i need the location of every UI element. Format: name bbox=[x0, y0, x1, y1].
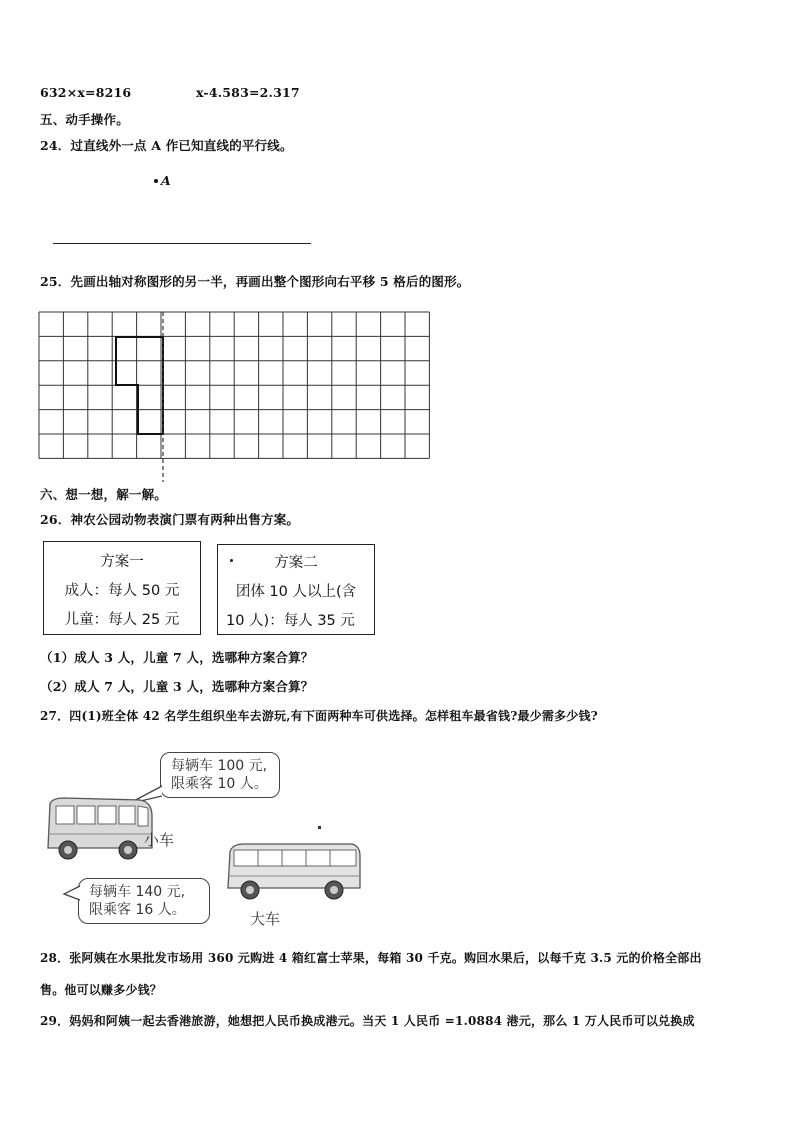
big-bus-capacity: 限乘客 16 人。 bbox=[89, 902, 186, 918]
question-28-line-1: 28．张阿姨在水果批发市场用 360 元购进 4 箱红富士苹果，每箱 30 千克。购回水果后，以每千克 3.5 元的价格全部出 bbox=[40, 951, 702, 965]
question-26: 26．神农公园动物表演门票有两种出售方案。 bbox=[40, 512, 300, 527]
question-29-line-1: 29．妈妈和阿姨一起去香港旅游，她想把人民币换成港元。当天 1 人民币 =1.0884 港元，那么 1 万人民币可以兑换成 bbox=[40, 1014, 695, 1028]
big-bus-price-bubble bbox=[78, 878, 210, 924]
small-car-price: 每辆车 100 元, bbox=[171, 758, 268, 774]
plan-2-line-2: 10 人)：每人 35 元 bbox=[226, 613, 355, 629]
question-24: 24．过直线外一点 A 作已知直线的平行线。 bbox=[40, 138, 293, 153]
equation-1: 632×x=8216 bbox=[40, 85, 132, 100]
question-26-sub-1: （1）成人 3 人，儿童 7 人，选哪种方案合算？ bbox=[40, 650, 314, 665]
small-car-image bbox=[42, 796, 157, 864]
stray-mark bbox=[318, 826, 321, 829]
question-27: 27．四(1)班全体 42 名学生组织坐车去游玩,有下面两种车可供选择。怎样租车最省钱?最少需多少钱? bbox=[40, 709, 598, 723]
point-a-label: A bbox=[161, 173, 171, 188]
small-car-label: 小车 bbox=[144, 831, 175, 849]
question-25: 25．先画出轴对称图形的另一半，再画出整个图形向右平移 5 格后的图形。 bbox=[40, 274, 470, 289]
plan-1-adult: 成人：每人 50 元 bbox=[64, 583, 180, 599]
section-6-heading: 六、想一想，解一解。 bbox=[40, 487, 168, 502]
given-line bbox=[53, 243, 311, 244]
small-car-capacity: 限乘客 10 人。 bbox=[171, 776, 268, 792]
point-a-dot bbox=[154, 179, 158, 183]
grid-figure bbox=[38, 310, 436, 485]
question-26-sub-2: （2）成人 7 人，儿童 3 人，选哪种方案合算？ bbox=[40, 679, 314, 694]
plan-1-child: 儿童：每人 25 元 bbox=[64, 612, 180, 628]
plan-2-box bbox=[217, 544, 375, 635]
plan-2-line-1: 团体 10 人以上(含 bbox=[235, 584, 357, 600]
equation-2: x-4.583=2.317 bbox=[196, 85, 300, 100]
plan-1-box bbox=[43, 541, 201, 635]
big-bus-image bbox=[224, 840, 364, 902]
section-5-heading: 五、动手操作。 bbox=[40, 112, 129, 127]
big-bubble-tail bbox=[60, 880, 84, 910]
big-bus-price: 每辆车 140 元, bbox=[89, 884, 186, 900]
plan-1-title: 方案一 bbox=[100, 554, 144, 570]
plan-2-title: 方案二 bbox=[274, 555, 318, 571]
question-28-line-2: 售。他可以赚多少钱？ bbox=[40, 983, 163, 997]
small-car-price-bubble bbox=[160, 752, 280, 798]
big-bus-label: 大车 bbox=[250, 910, 281, 928]
